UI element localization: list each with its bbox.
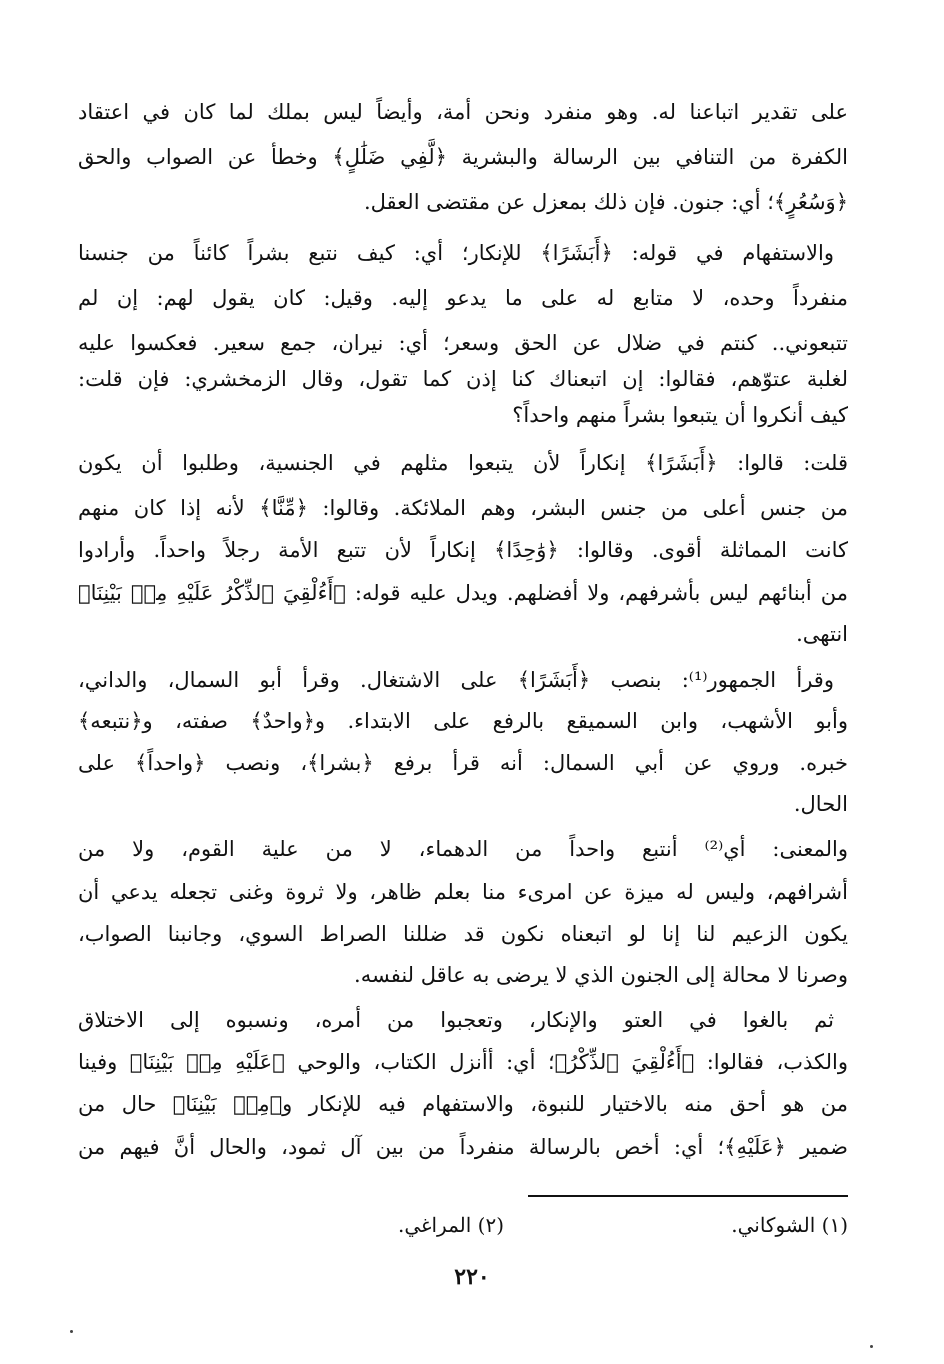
text-line: ﴿وَسُعُرٍ﴾؛ أي: جنون. فإن ذلك بمعزل عن مقتضى العقل. (363, 190, 848, 214)
text-line: والمعنى: أي⁽²⁾ أنتبع واحداً من الدهماء، لا من علية القوم، ولا من (78, 837, 848, 861)
text-line: والكذب، فقالوا: ﴿أَءُلْقِيَ ٱلذِّكْرُ﴾؛ أي: أأنزل الكتاب، والوحي ﴿عَلَيْهِ مِنۢ بَيْنِنَا﴾ وفينا (78, 1050, 848, 1074)
text-line: من أبنائهم ليس بأشرفهم، ولا أفضلهم. ويدل عليه قوله: ﴿أَءُلْقِيَ ٱلذِّكْرُ عَلَيْهِ مِنۢ بَيْنِنَا﴾ (78, 581, 848, 605)
text-line: منفرداً وحده، لا متابع له على ما يدعو إليه. وقيل: كان يقول لهم: إن لم (78, 286, 848, 310)
footnote-1: (١) الشوكاني. (731, 1213, 848, 1237)
text-line: قلت: قالوا: ﴿أَبَشَرًا﴾ إنكاراً لأن يتبعوا مثلهم في الجنسية، وطلبوا أن يكون (78, 451, 848, 475)
text-line: لغلبة عتوّهم، فقالوا: إن اتبعناك كنا إذن كما تقول، وقال الزمخشري: فإن قلت: (78, 367, 848, 391)
text-line: الحال. (793, 792, 848, 816)
scan-speck (870, 1345, 873, 1348)
text-line: انتهى. (796, 622, 848, 646)
text-line: وأبو الأشهب، وابن السميقع بالرفع على الابتداء. و﴿واحدٌ﴾ صفته، و﴿نتبعه﴾ (78, 709, 848, 733)
text-line: ضمير ﴿عَلَيْهِ﴾؛ أي: أخص بالرسالة منفرداً من بين آل ثمود، والحال أنَّ فيهم من (78, 1135, 848, 1159)
text-line: على تقدير اتباعنا له. وهو منفرد ونحن أمة، وأيضاً ليس بملك لما كان في اعتقاد (78, 100, 848, 124)
text-line: من جنس أعلى من جنس البشر، وهم الملائكة. وقالوا: ﴿مِّنَّا﴾ لأنه إذا كان منهم (78, 496, 848, 520)
text-line: خبره. وروي عن أبي السمال: أنه قرأ برفع ﴿بشرا﴾، ونصب ﴿واحداً﴾ على (78, 751, 848, 775)
text-line: ثم بالغوا في العتو والإنكار، وتعجبوا من أمره، ونسبوه إلى الاختلاق (78, 1008, 834, 1032)
page-number: ٢٢٠ (454, 1264, 490, 1290)
text-line: والاستفهام في قوله: ﴿أَبَشَرًا﴾ للإنكار؛ أي: كيف نتبع بشراً كائناً من جنسنا (78, 241, 834, 265)
text-line: كيف أنكروا أن يتبعوا بشراً منهم واحداً؟ (512, 403, 848, 427)
text-line: وصرنا لا محالة إلى الجنون الذي لا يرضى به عاقل لنفسه. (354, 963, 848, 987)
text-line: تتبعوني.. كنتم في ضلال عن الحق وسعر؛ أي: نيران، جمع سعير. فعكسوا عليه (78, 331, 848, 355)
scan-speck (70, 1330, 73, 1333)
text-line: من هو أحق منه بالاختيار للنبوة، والاستفهام فيه للإنكار و﴿مِنۢ بَيْنِنَا﴾ حال من (78, 1092, 848, 1116)
text-line: كانت المماثلة أقوى. وقالوا: ﴿وَٰحِدًا﴾ إنكاراً لأن تتبع الأمة رجلاً واحداً. وأرادوا (78, 538, 848, 562)
footnote-2: (٢) المراغي. (397, 1213, 504, 1237)
text-line: أشرافهم، وليس له ميزة عن امرىء منا بعلم ظاهر، ولا ثروة وغنى تجعله يدعي أن (78, 880, 848, 904)
text-line: وقرأ الجمهور⁽¹⁾: بنصب ﴿أَبَشَرًا﴾ على الاشتغال. وقرأ أبو السمال، والداني، (78, 668, 834, 692)
footnote-divider (528, 1195, 848, 1197)
text-line: الكفرة من التنافي بين الرسالة والبشرية ﴿لَّفِي ضَلَٰلٍ﴾ وخطأ عن الصواب والحق (78, 145, 848, 169)
text-line: يكون الزعيم لنا إنا لو اتبعناه نكون قد ضللنا الصراط السوي، وجانبنا الصواب، (78, 922, 848, 946)
